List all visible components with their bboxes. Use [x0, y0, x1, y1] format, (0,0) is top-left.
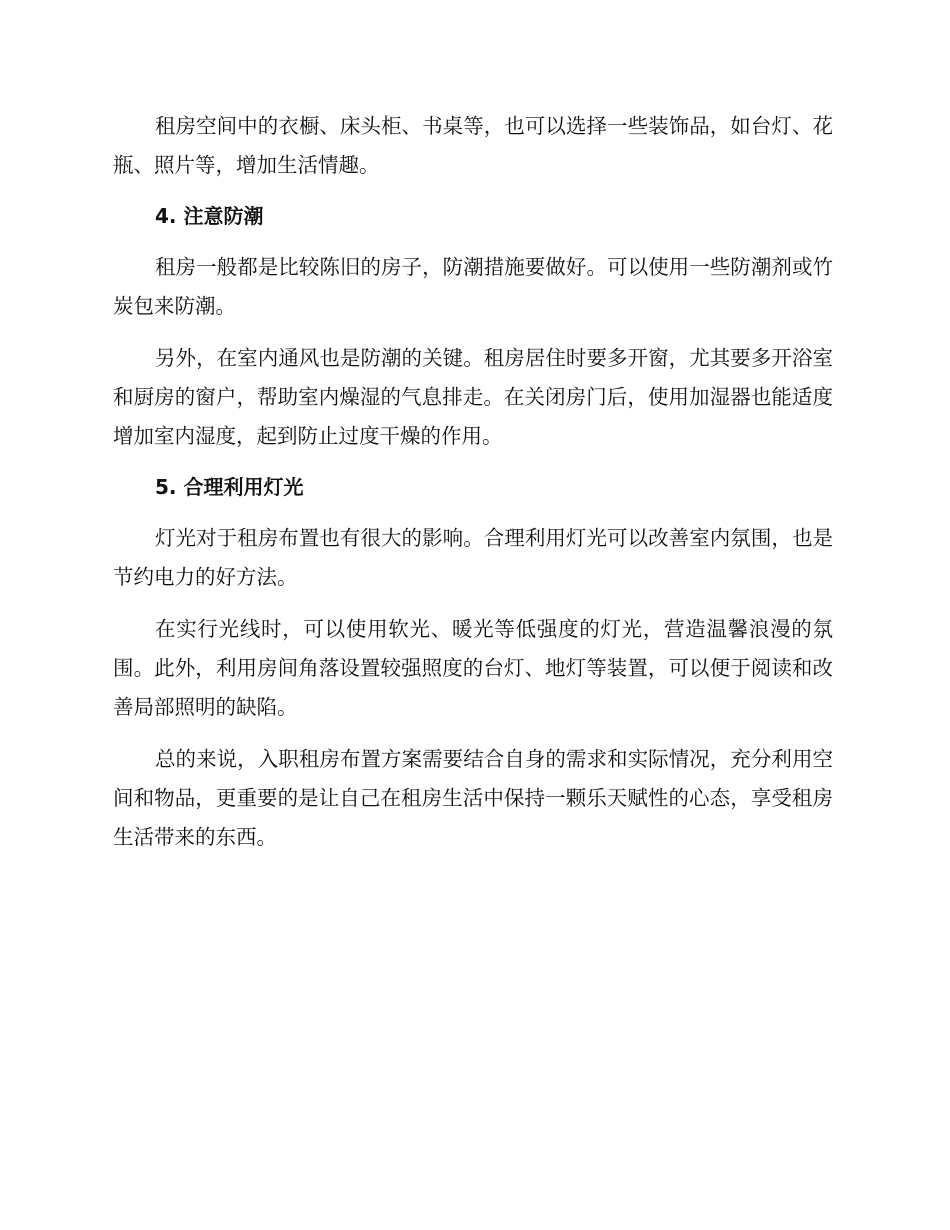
section-heading-moisture: 4. 注意防潮	[155, 204, 264, 228]
paragraph-lighting-intro: 灯光对于租房布置也有很大的影响。合理利用灯光可以改善室内氛围，也是节约电力的好方法。	[113, 526, 833, 589]
paragraph-furniture-decor: 租房空间中的衣橱、床头柜、书桌等，也可以选择一些装饰品，如台灯、花瓶、照片等，增加生活情趣。	[113, 114, 833, 177]
paragraph-moisture-intro: 租房一般都是比较陈旧的房子，防潮措施要做好。可以使用一些防潮剂或竹炭包来防潮。	[113, 255, 833, 318]
paragraph-ventilation: 另外，在室内通风也是防潮的关键。租房居住时要多开窗，尤其要多开浴室和厨房的窗户，帮助室内燥湿的气息排走。在关闭房门后，使用加湿器也能适度增加室内湿度，起到防止过度干燥的作用。	[113, 346, 833, 448]
section-heading-lighting: 5. 合理利用灯光	[155, 475, 304, 499]
document-page	[113, 107, 833, 870]
paragraph-conclusion: 总的来说，入职租房布置方案需要结合自身的需求和实际情况，充分利用空间和物品，更重要的是让自己在租房生活中保持一颗乐天赋性的心态，享受租房生活带来的东西。	[113, 747, 833, 849]
paragraph-lighting-tips: 在实行光线时，可以使用软光、暖光等低强度的灯光，营造温馨浪漫的氛围。此外，利用房间角落设置较强照度的台灯、地灯等装置，可以便于阅读和改善局部照明的缺陷。	[113, 617, 833, 719]
